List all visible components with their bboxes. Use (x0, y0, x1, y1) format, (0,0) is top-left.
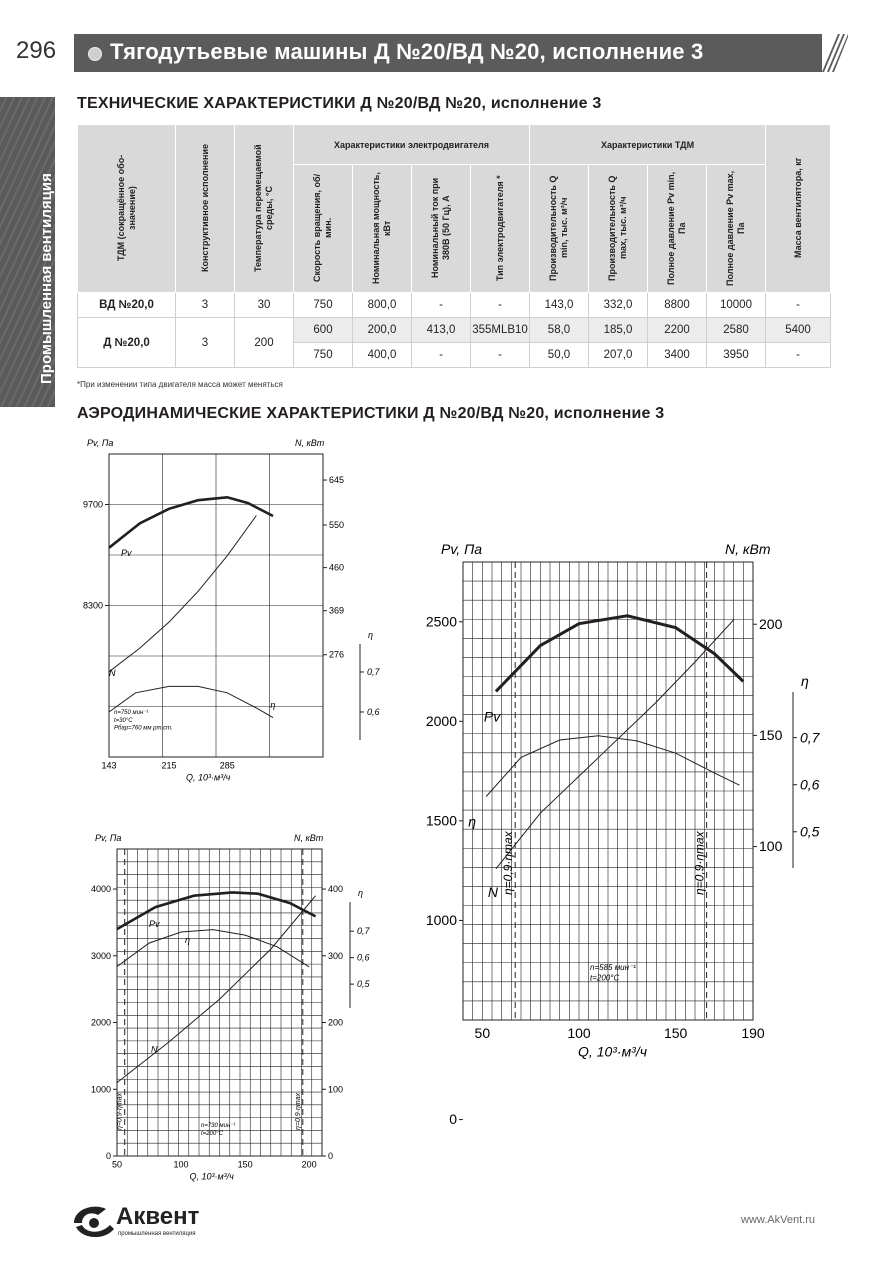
y2-tick-label: 300 (328, 950, 344, 961)
table-cell: 413,0 (412, 318, 471, 343)
y2-tick-label: 276 (329, 649, 345, 660)
y-tick-label: 2500 (425, 613, 457, 630)
y-tick-label: 1500 (425, 812, 457, 829)
y-tick-label: 8300 (82, 600, 103, 611)
th-power: Номинальная мощность, кВт (371, 171, 392, 284)
y2-axis-title: N, кВт (294, 833, 324, 843)
y2-axis-title: N, кВт (295, 438, 325, 448)
y2-tick-label: 0 (328, 1151, 334, 1161)
y2-axis-title: N, кВт (725, 541, 771, 557)
eta-tick-label: 0,5 (800, 823, 820, 840)
y-axis-title: Pv, Па (441, 541, 483, 557)
y-tick-label: 1000 (90, 1084, 111, 1095)
x-tick-label: 143 (101, 760, 117, 771)
table-cell: 355MLB10 (471, 318, 530, 343)
condition-note: Pбар=760 мм рт.ст. (114, 725, 173, 732)
pv-label: Pv (121, 547, 132, 558)
y-tick-label: 0 (105, 1151, 111, 1161)
table-cell: 3950 (707, 343, 766, 368)
condition-note: t=200°C (590, 973, 620, 983)
power-label: N (151, 1044, 158, 1055)
power-curve (117, 896, 316, 1083)
table-cell: 2580 (707, 318, 766, 343)
x-tick-label: 150 (663, 1025, 688, 1042)
eta-tick-label: 0,7 (367, 667, 380, 677)
footnote: *При изменении типа двигателя масса может меняться (77, 380, 283, 389)
table-cell: - (412, 343, 471, 368)
page-number: 296 (16, 37, 57, 64)
y2-tick-label: 200 (759, 615, 783, 632)
table-cell: Д №20,0 (78, 318, 176, 368)
table-cell: 3 (176, 293, 235, 318)
chart-vd20 (75, 432, 395, 797)
pv-curve (117, 892, 316, 929)
table-cell: 30 (235, 293, 294, 318)
x-axis-title: Q, 10³·м³/ч (189, 1171, 234, 1182)
pv-label: Pv (149, 919, 160, 930)
y-tick-label: 4000 (90, 884, 111, 895)
eta-tick-label: 0,7 (800, 729, 820, 746)
brand-name: Аквент (116, 1203, 200, 1230)
table-cell: 400,0 (353, 343, 412, 368)
table-cell: 50,0 (530, 343, 589, 368)
table-cell: 332,0 (589, 293, 648, 318)
table-cell: 8800 (648, 293, 707, 318)
website-link[interactable]: www.AkVent.ru (741, 1214, 815, 1226)
y-tick-label: 3000 (90, 950, 111, 961)
efficiency-limit-label: η=0,9·ηmax (692, 831, 707, 895)
x-tick-label: 100 (173, 1159, 189, 1170)
y-axis-title: Pv, Па (87, 438, 114, 448)
th-mass: Масса вентилятора, кг (792, 157, 803, 258)
efficiency-label: η (185, 935, 191, 946)
table-cell: 10000 (707, 293, 766, 318)
chart-d20-585 (415, 540, 845, 1128)
page-header (0, 34, 893, 72)
th-rpm: Скорость вращения, об/мин. (312, 173, 333, 282)
table-cell: - (766, 343, 831, 368)
condition-note: n=585 мин⁻¹ (590, 963, 636, 972)
efficiency-curve (486, 736, 739, 797)
x-tick-label: 100 (567, 1025, 591, 1042)
section-title-aero: АЭРОДИНАМИЧЕСКИЕ ХАРАКТЕРИСТИКИ Д №20/ВД №20, исполнение 3 (77, 405, 665, 422)
table-cell: - (471, 293, 530, 318)
efficiency-limit-label: η=0,9·ηmax (501, 831, 516, 895)
x-axis-title: Q, 10³·м³/ч (186, 772, 231, 783)
y-tick-label: 9700 (82, 499, 103, 510)
x-tick-label: 50 (474, 1025, 491, 1042)
table-cell: 600 (294, 318, 353, 343)
table-cell: - (412, 293, 471, 318)
table-cell: 3 (176, 318, 235, 368)
brand-subtitle: промышленная вентиляция (118, 1231, 196, 1237)
y2-tick-label: 100 (328, 1084, 344, 1095)
eta-tick-label: 0,6 (357, 952, 370, 963)
x-tick-label: 215 (161, 760, 177, 771)
pv-label: Pv (483, 708, 501, 725)
table-cell: 750 (294, 343, 353, 368)
y-axis-title: Pv, Па (95, 833, 122, 843)
table-cell: 2200 (648, 318, 707, 343)
y2-tick-label: 200 (328, 1017, 344, 1028)
table-cell: 200 (235, 318, 294, 368)
pv-curve (109, 497, 273, 548)
x-tick-label: 190 (741, 1025, 765, 1042)
y2-tick-label: 369 (329, 605, 345, 616)
power-label: N (487, 883, 498, 900)
page-title: Тягодутьевые машины Д №20/ВД №20, исполнение 3 (110, 39, 704, 64)
th-temp: Температура перемещаемой среды, °С (253, 143, 274, 272)
table-cell: 185,0 (589, 318, 648, 343)
x-tick-label: 150 (237, 1159, 253, 1170)
eta-tick-label: 0,6 (367, 707, 380, 717)
table-cell: 800,0 (353, 293, 412, 318)
x-tick-label: 200 (301, 1159, 317, 1170)
y-tick-label: 1000 (425, 912, 457, 929)
table-cell: 3400 (648, 343, 707, 368)
stripes-decoration (808, 34, 848, 72)
eta-tick-label: 0,5 (357, 979, 370, 990)
condition-note: t=30°C (114, 717, 133, 724)
efficiency-limit-label: η=0,9·ηmax (116, 1092, 124, 1130)
table-row (78, 318, 831, 343)
table-row (78, 293, 831, 318)
y2-tick-label: 150 (759, 727, 783, 744)
condition-note: n=730 мин⁻¹ (201, 1123, 236, 1129)
y2-tick-label: 645 (329, 475, 345, 486)
spec-table (77, 124, 831, 368)
chart-d20-730 (75, 825, 395, 1195)
y-tick-label: 2000 (90, 1017, 111, 1028)
eta-tick-label: 0,6 (800, 776, 820, 793)
bullet-icon (88, 47, 102, 61)
th-design: Конструктивное исполнение (199, 143, 210, 272)
th-pvmin: Полное давление Pv min, Па (666, 170, 687, 285)
table-cell: - (471, 343, 530, 368)
y-tick-label: 2000 (425, 712, 457, 729)
eta-axis-title: η (368, 630, 373, 640)
table-cell: 143,0 (530, 293, 589, 318)
efficiency-label: η (468, 813, 476, 830)
y-tick-label: 0 (449, 1111, 457, 1128)
y2-tick-label: 460 (329, 562, 345, 573)
eta-axis-title: η (358, 888, 363, 898)
condition-note: t=200°C (201, 1130, 223, 1137)
eta-tick-label: 0,7 (357, 926, 370, 937)
efficiency-curve (117, 930, 309, 967)
efficiency-limit-label: η=0,9·ηmax (294, 1092, 302, 1130)
brand-logo-icon (70, 1203, 116, 1237)
y2-tick-label: 550 (329, 520, 345, 531)
table-cell: 750 (294, 293, 353, 318)
th-tdm: ТДМ (сокращённое обо-значение) (115, 154, 137, 261)
th-tdm-group: Характеристики ТДМ (530, 125, 766, 165)
x-tick-label: 285 (219, 760, 235, 771)
efficiency-label: η (270, 700, 276, 710)
th-motor-group: Характеристики электродвигателя (294, 125, 530, 165)
y2-tick-label: 400 (328, 884, 344, 895)
th-current: Номинальный ток при 380В (50 Гц), А (430, 177, 451, 278)
table-cell: 200,0 (353, 318, 412, 343)
header-bar (74, 34, 822, 72)
table-cell: - (766, 293, 831, 318)
condition-note: n=750 мин⁻¹ (114, 710, 149, 716)
th-qmax: Производительность Q max, тыс. м³/ч (607, 174, 628, 281)
sidebar-label: Промышленная вентиляция (38, 173, 55, 384)
table-cell: 58,0 (530, 318, 589, 343)
x-tick-label: 50 (111, 1159, 123, 1170)
x-axis-title: Q, 10³·м³/ч (578, 1043, 647, 1060)
power-label: N (109, 667, 116, 678)
th-qmin: Производительность Q min, тыс. м³/ч (548, 174, 569, 281)
y2-tick-label: 100 (759, 838, 783, 855)
table-cell: ВД №20,0 (78, 293, 176, 318)
th-motor-type: Тип электродвигателя * (494, 174, 505, 281)
th-pvmax: Полное давление Pv max, Па (725, 169, 746, 286)
section-title-tech: ТЕХНИЧЕСКИЕ ХАРАКТЕРИСТИКИ Д №20/ВД №20, исполнение 3 (77, 95, 602, 112)
power-curve (109, 516, 256, 672)
eta-axis-title: η (801, 673, 809, 689)
table-cell: 207,0 (589, 343, 648, 368)
table-cell: 5400 (766, 318, 831, 343)
